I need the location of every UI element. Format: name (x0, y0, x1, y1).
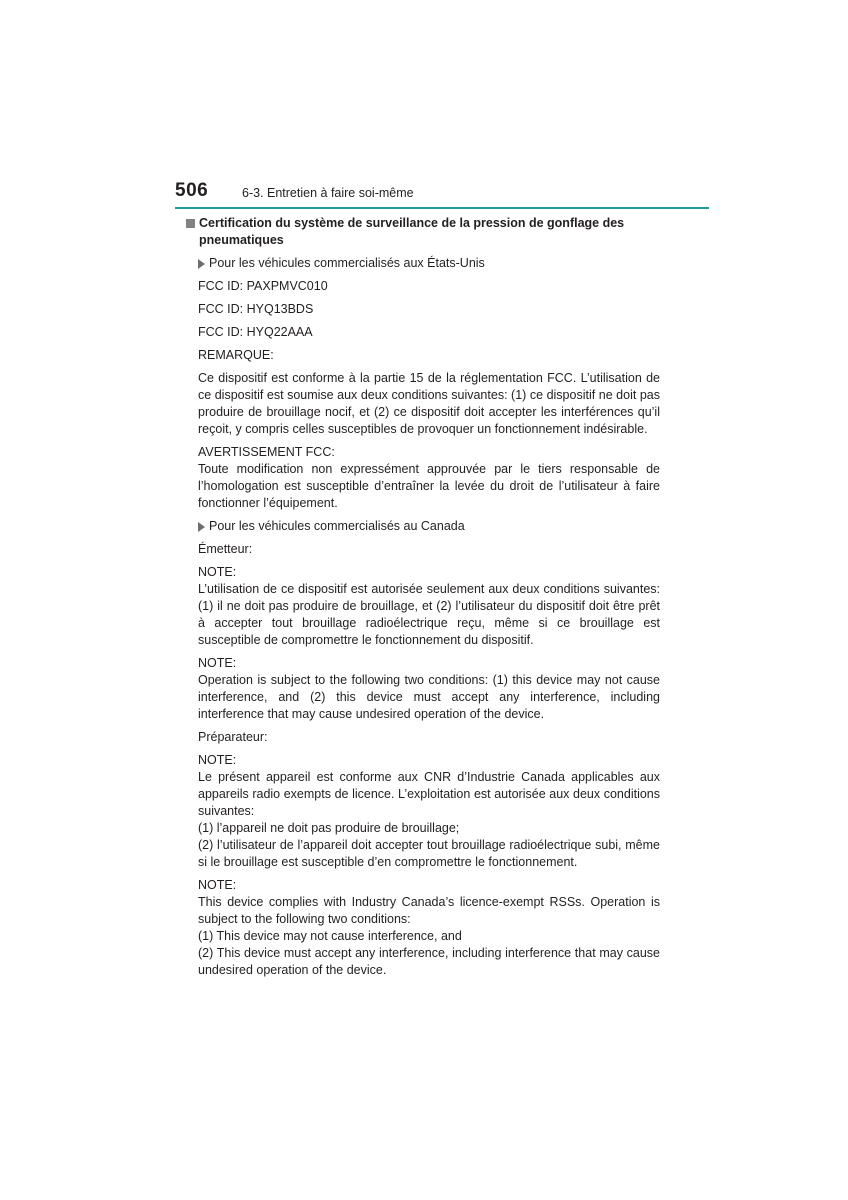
usa-subheading-text: Pour les véhicules commercialisés aux États-Unis (209, 256, 485, 270)
note-text: L’utilisation de ce dispositif est autorisée seulement aux deux conditions suivantes: (1) il ne doit pas produire de brouillage, et (2) l’utilisateur du dispositif doit être prêt à accepter tout brouillage radioélectrique reçu, même si ce brouillage est susceptible de compromettre le fonctionnement du dispositif. (198, 582, 660, 647)
note-label: NOTE: (198, 753, 237, 767)
warning-label: AVERTISSEMENT FCC: (198, 445, 335, 459)
section-title: 6-3. Entretien à faire soi-même (242, 186, 414, 200)
page-number: 506 (175, 180, 209, 201)
note-text: Le présent appareil est conforme aux CNR d’Industrie Canada applicables aux appareils radio exempts de licence. L’exploitation est autorisée aux deux conditions suivantes: (198, 770, 660, 818)
usa-block (198, 255, 660, 979)
triangle-bullet-icon (198, 259, 205, 269)
note-list-item: (1) This device may not cause interference, and (198, 929, 462, 943)
note-label: NOTE: (198, 656, 237, 670)
remark-label: REMARQUE: (198, 348, 274, 362)
warning-text: Toute modification non expressément approuvée par le tiers responsable de l’homologation est susceptible d’entraîner la levée du droit de l’utilisateur à faire fonctionner l’équipement. (198, 462, 660, 510)
remark-text: Ce dispositif est conforme à la partie 15 de la réglementation FCC. L’utilisation de ce dispositif est soumise aux deux conditions suivantes: (1) ce dispositif ne doit pas produire de brouillage nocif, et (2) ce dispositif doit accepter les interférences qu’il reçoit, y compris celles susceptibles de provoquer un fonctionnement indésirable. (198, 371, 660, 436)
section-heading-text: Certification du système de surveillance de la pression de gonflage des pneumatiques (199, 216, 625, 247)
square-bullet-icon (186, 219, 195, 228)
note-label: NOTE: (198, 565, 237, 579)
fcc-id: FCC ID: PAXPMVC010 (198, 279, 328, 293)
note-text: This device complies with Industry Canada’s licence-exempt RSSs. Operation is subject to the following two conditions: (198, 895, 660, 926)
fcc-id: FCC ID: HYQ13BDS (198, 302, 314, 316)
triangle-bullet-icon (198, 522, 205, 532)
canada-subheading (198, 518, 660, 535)
note-list-item: (2) This device must accept any interference, including interference that may cause undesired operation of the device. (198, 946, 660, 977)
header-divider (175, 207, 709, 209)
note-text: Operation is subject to the following two conditions: (1) this device may not cause interference, and (2) this device must accept any interference, including interference that may cause undesired operation of the device. (198, 673, 660, 721)
note-label: NOTE: (198, 878, 237, 892)
note-list-item: (1) l’appareil ne doit pas produire de brouillage; (198, 821, 460, 835)
usa-subheading (198, 255, 660, 272)
section-heading (186, 215, 660, 249)
canada-subheading-text: Pour les véhicules commercialisés au Canada (209, 519, 465, 533)
page-header (175, 178, 709, 208)
main-content (186, 215, 660, 985)
fcc-id: FCC ID: HYQ22AAA (198, 325, 313, 339)
preparer-label: Préparateur: (198, 730, 268, 744)
note-list-item: (2) l’utilisateur de l’appareil doit accepter tout brouillage radioélectrique subi, même si le brouillage est susceptible d’en compromettre le fonctionnement. (198, 838, 660, 869)
transmitter-label: Émetteur: (198, 542, 253, 556)
